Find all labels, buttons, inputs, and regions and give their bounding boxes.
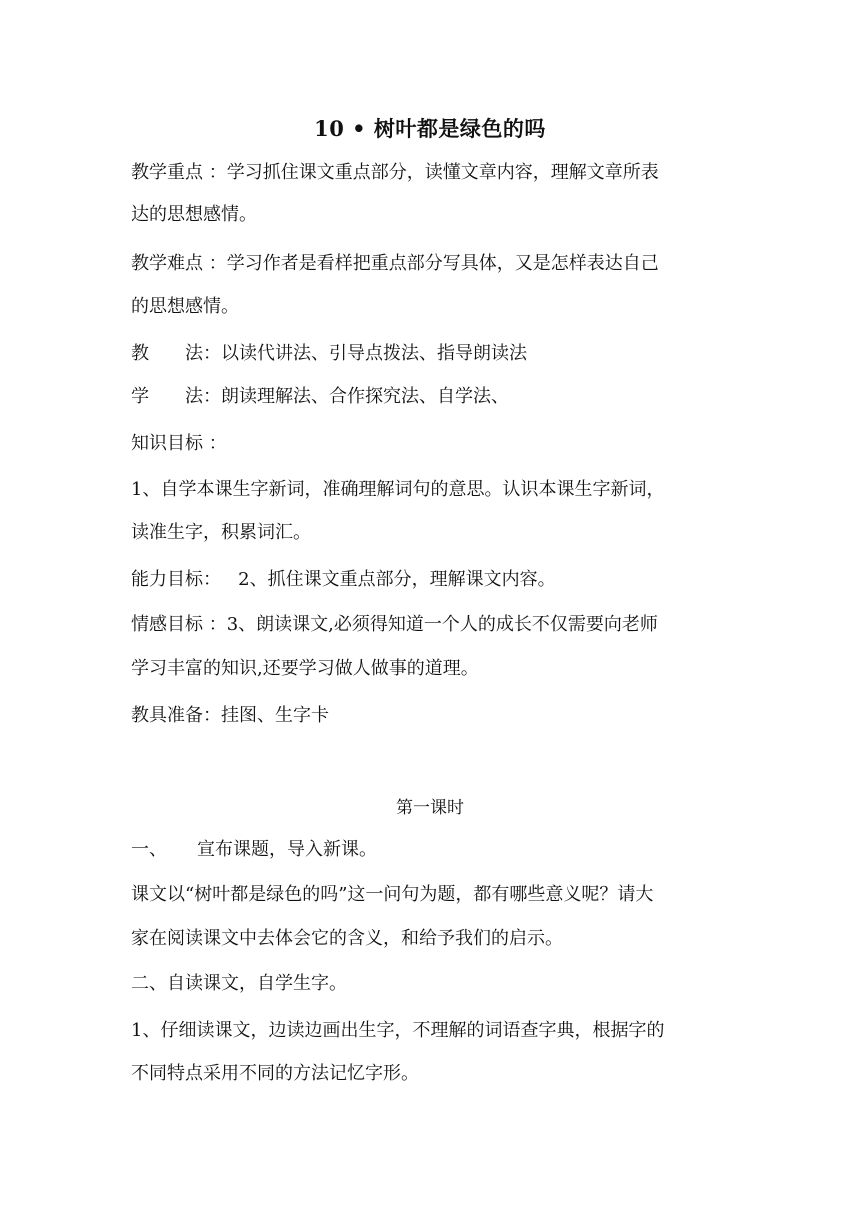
teaching-method-char: 教 [131, 343, 149, 364]
difficulty-line-2: 的思想感情。 [131, 296, 239, 317]
document-title: 10 • 树叶都是绿色的吗 [314, 116, 546, 141]
teaching-method-text: 法：以读代讲法、引导点拨法、指导朗读法 [185, 343, 527, 364]
key-point-line-2: 达的思想感情。 [131, 204, 257, 225]
knowledge-goal-line-2: 读准生字，积累词汇。 [131, 522, 311, 543]
learning-method-char: 学 [131, 386, 149, 407]
step-one-line [131, 837, 741, 863]
emotion-goal-line-2: 学习丰富的知识,还要学习做人做事的道理。 [131, 658, 479, 679]
difficulty-line-1: 教学难点 ：学习作者是看样把重点部分写具体，又是怎样表达自己 [131, 253, 659, 274]
teaching-method-line [131, 341, 741, 367]
section-title: 第一课时 [396, 798, 464, 818]
knowledge-goal-line-1: 1、自学本课生字新词，准确理解词句的意思。认识本课生字新词， [131, 479, 665, 500]
learning-method-text: 法：朗读理解法、合作探究法、自学法、 [185, 386, 509, 407]
step-two-line: 二、自读课文，自学生字。 [131, 973, 347, 994]
step-one-number: 一、 [131, 839, 167, 860]
intro-paragraph-line-2: 家在阅读课文中去体会它的含义，和给予我们的启示。 [131, 928, 563, 949]
teaching-aids-line: 教具准备：挂图、生字卡 [131, 705, 329, 726]
ability-goal-line: 能力目标： 2、抓住课文重点部分，理解课文内容。 [131, 569, 556, 590]
step-two-item-line-2: 不同特点采用不同的方法记忆字形。 [131, 1063, 419, 1084]
step-one-text: 宣布课题，导入新课。 [197, 839, 377, 860]
learning-method-line [131, 384, 741, 410]
intro-paragraph-line-1: 课文以“树叶都是绿色的吗”这一问句为题，都有哪些意义呢？请大 [131, 884, 654, 905]
knowledge-goal-label: 知识目标 ： [131, 433, 227, 454]
emotion-goal-line-1: 情感目标 ：3、朗读课文,必须得知道一个人的成长不仅需要向老师 [131, 614, 658, 635]
step-two-item-line-1: 1、仔细读课文，边读边画出生字，不理解的词语查字典，根据字的 [131, 1020, 665, 1041]
key-point-line-1: 教学重点 ：学习抓住课文重点部分，读懂文章内容，理解文章所表 [131, 162, 659, 183]
